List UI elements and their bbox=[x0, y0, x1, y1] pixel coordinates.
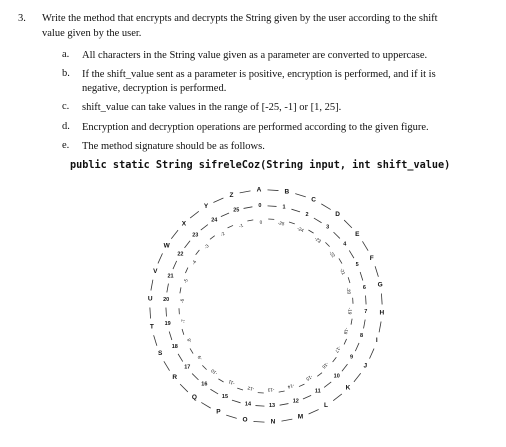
middle-ring-dash bbox=[255, 406, 264, 407]
inner-ring-dash bbox=[308, 230, 313, 233]
wheel-letter: Q bbox=[191, 393, 197, 401]
negative-shift-number: -7 bbox=[180, 318, 187, 324]
middle-ring-dash bbox=[192, 374, 198, 380]
inner-ring-dash bbox=[348, 277, 350, 283]
shift-number: 15 bbox=[221, 394, 229, 401]
middle-ring-dash bbox=[364, 320, 366, 329]
shift-number: 9 bbox=[350, 354, 354, 361]
shift-number: 19 bbox=[164, 321, 171, 328]
middle-ring-dash bbox=[185, 241, 191, 248]
question-text-line-1: Write the method that encrypts and decrypts the String given by the user according to the shift bbox=[42, 13, 438, 24]
item-e-marker: e. bbox=[62, 140, 70, 151]
negative-shift-number: -9 bbox=[196, 354, 204, 361]
shift-number: 13 bbox=[268, 402, 276, 409]
negative-shift-number: -4 bbox=[190, 259, 198, 266]
wheel-letter: H bbox=[379, 309, 385, 317]
inner-ring-dash bbox=[210, 236, 215, 240]
inner-ring-dash bbox=[317, 373, 322, 377]
wheel-letter: N bbox=[270, 418, 276, 426]
shift-number: 4 bbox=[343, 241, 347, 248]
shift-number: 1 bbox=[282, 204, 286, 211]
outer-ring-dash bbox=[190, 211, 199, 218]
inner-ring-dash bbox=[289, 222, 295, 224]
item-a-text: All characters in the String value given as a parameter are converted to uppercase. bbox=[82, 50, 428, 61]
shift-number: 12 bbox=[292, 398, 299, 405]
middle-ring-dash bbox=[244, 207, 253, 209]
outer-ring-dash bbox=[154, 335, 157, 346]
shift-number: 8 bbox=[359, 332, 364, 339]
negative-shift-number: -21 bbox=[338, 267, 347, 276]
item-e-text: The method signature should be as follows. bbox=[82, 141, 265, 152]
inner-ring-dash bbox=[196, 250, 200, 255]
shift-number: 11 bbox=[314, 388, 321, 395]
middle-ring-dash bbox=[291, 209, 300, 212]
inner-ring-dash bbox=[190, 348, 193, 353]
inner-ring-dash bbox=[325, 242, 329, 246]
inner-ring-dash bbox=[339, 258, 342, 263]
shift-number: 21 bbox=[167, 273, 174, 280]
outer-ring-dash bbox=[268, 190, 279, 191]
inner-ring-dash bbox=[247, 220, 253, 221]
shift-number: 2 bbox=[305, 211, 309, 218]
wheel-letter: G bbox=[377, 281, 383, 289]
negative-shift-number: -5 bbox=[182, 278, 189, 284]
inner-ring-dash bbox=[180, 287, 181, 293]
middle-ring-dash bbox=[334, 232, 340, 238]
inner-ring-dash bbox=[237, 388, 243, 390]
negative-shift-number: -18 bbox=[342, 327, 350, 335]
outer-ring-dash bbox=[354, 373, 361, 382]
negative-shift-number: -8 bbox=[186, 337, 193, 344]
question-text-line-2: value given by the user. bbox=[42, 28, 142, 39]
shift-number: 6 bbox=[362, 284, 366, 291]
shift-number: 17 bbox=[184, 364, 191, 371]
inner-ring-dash bbox=[218, 379, 223, 382]
middle-ring-dash bbox=[169, 331, 172, 340]
wheel-letter: B bbox=[284, 188, 290, 196]
middle-ring-dash bbox=[324, 382, 331, 388]
outer-ring-dash bbox=[375, 266, 378, 277]
wheel-letter: L bbox=[324, 401, 329, 409]
middle-ring-dash bbox=[210, 389, 218, 394]
negative-shift-number: -3 bbox=[203, 243, 210, 250]
negative-shift-number: -25 bbox=[277, 220, 285, 227]
shift-number: 20 bbox=[163, 296, 170, 303]
wheel-letter: U bbox=[147, 295, 153, 303]
item-a-marker: a. bbox=[62, 49, 70, 60]
negative-shift-number: -19 bbox=[347, 307, 353, 315]
outer-ring-dash bbox=[333, 394, 342, 401]
wheel-letter: W bbox=[163, 242, 170, 250]
inner-ring-dash bbox=[344, 339, 346, 344]
middle-ring-dash bbox=[268, 206, 277, 207]
negative-shift-number: -11 bbox=[227, 379, 236, 387]
question-number: 3. bbox=[18, 13, 26, 24]
outer-ring-dash bbox=[309, 410, 319, 415]
wheel-letter: J bbox=[363, 362, 368, 370]
negative-shift-number: -2 bbox=[219, 230, 226, 238]
wheel-letter: F bbox=[369, 254, 374, 262]
negative-shift-number: -10 bbox=[210, 368, 219, 377]
middle-ring-dash bbox=[366, 295, 367, 304]
outer-ring-dash bbox=[254, 421, 265, 422]
negative-shift-number: -12 bbox=[247, 385, 255, 392]
negative-shift-number: -23 bbox=[313, 235, 322, 244]
outer-ring-dash bbox=[213, 198, 223, 203]
outer-ring-dash bbox=[282, 419, 293, 421]
negative-shift-number: -24 bbox=[296, 225, 305, 234]
negative-shift-number: -15 bbox=[305, 374, 314, 382]
middle-ring-dash bbox=[166, 308, 167, 317]
middle-ring-dash bbox=[349, 250, 354, 258]
item-b-text-line-2: negative, decryption is performed. bbox=[82, 83, 227, 94]
inner-ring-dash bbox=[351, 319, 352, 325]
item-c-text: shift_value can take values in the range of [-25, -1] or [1, 25]. bbox=[82, 102, 342, 113]
wheel-letter: I bbox=[375, 337, 378, 345]
middle-ring-dash bbox=[342, 364, 348, 371]
shift-number: 23 bbox=[192, 232, 199, 239]
middle-ring-dash bbox=[178, 354, 183, 362]
wheel-letter: S bbox=[158, 350, 163, 358]
outer-ring-dash bbox=[344, 220, 352, 228]
shift-number: 25 bbox=[233, 207, 240, 214]
outer-ring-dash bbox=[150, 308, 151, 319]
outer-ring-dash bbox=[226, 415, 237, 418]
inner-ring-dash bbox=[185, 268, 187, 273]
middle-ring-dash bbox=[167, 284, 169, 293]
outer-ring-dash bbox=[295, 194, 306, 197]
wheel-letter: R bbox=[172, 374, 178, 382]
middle-ring-dash bbox=[314, 218, 322, 223]
negative-shift-number: -22 bbox=[328, 250, 337, 259]
shift-number: 10 bbox=[333, 373, 340, 380]
shift-number: 14 bbox=[244, 401, 252, 408]
middle-ring-dash bbox=[303, 395, 311, 399]
outer-ring-dash bbox=[164, 361, 170, 370]
outer-ring-dash bbox=[381, 294, 382, 305]
outer-ring-dash bbox=[321, 204, 330, 210]
inner-ring-dash bbox=[202, 365, 206, 369]
wheel-letter: V bbox=[153, 267, 158, 275]
wheel-letter: D bbox=[335, 211, 340, 219]
inner-ring-dash bbox=[333, 357, 337, 362]
outer-ring-dash bbox=[362, 241, 368, 250]
item-c-marker: c. bbox=[62, 101, 70, 112]
shift-number: 18 bbox=[171, 344, 178, 351]
middle-ring-dash bbox=[221, 213, 229, 217]
outer-ring-dash bbox=[240, 191, 251, 193]
shift-number: 3 bbox=[326, 224, 330, 231]
shift-number: 24 bbox=[211, 217, 218, 224]
middle-ring-dash bbox=[201, 225, 208, 231]
item-d-text: Encryption and decryption operations are performed according to the given figure. bbox=[82, 122, 429, 133]
middle-ring-dash bbox=[360, 272, 363, 281]
wheel-letter: Z bbox=[229, 191, 234, 199]
negative-shift-number: -17 bbox=[334, 345, 342, 354]
negative-shift-number: 0 bbox=[259, 219, 263, 225]
item-b-text-line-1: If the shift_value sent as a parameter is positive, encryption is performed, and if it is bbox=[82, 69, 436, 80]
inner-ring-dash bbox=[182, 329, 184, 335]
negative-shift-number: -6 bbox=[179, 298, 185, 304]
shift-number: 22 bbox=[177, 251, 184, 258]
wheel-letter: X bbox=[181, 220, 187, 228]
negative-shift-number: -14 bbox=[287, 382, 295, 390]
wheel-letter: P bbox=[216, 408, 221, 416]
middle-ring-dash bbox=[173, 261, 177, 269]
method-signature: public static String sifreleCoz(String input, int shift_value) bbox=[70, 160, 451, 171]
shift-number: 0 bbox=[258, 203, 262, 210]
outer-ring-dash bbox=[370, 349, 375, 359]
wheel-letter: E bbox=[355, 230, 360, 238]
wheel-letter: O bbox=[242, 416, 248, 424]
outer-ring-dash bbox=[171, 230, 178, 239]
outer-ring-dash bbox=[151, 280, 153, 291]
outer-ring-dash bbox=[201, 402, 210, 408]
outer-ring-dash bbox=[158, 253, 163, 263]
outer-ring-dash bbox=[180, 384, 188, 392]
item-d-marker: d. bbox=[62, 121, 70, 132]
negative-shift-number: -20 bbox=[345, 287, 352, 295]
wheel-letter: Y bbox=[203, 203, 209, 211]
wheel-letter: C bbox=[311, 196, 316, 204]
inner-ring-dash bbox=[299, 384, 304, 386]
negative-shift-number: -1 bbox=[238, 222, 244, 229]
negative-shift-number: -13 bbox=[267, 387, 275, 393]
shift-number: 5 bbox=[355, 261, 359, 268]
inner-ring-dash bbox=[279, 391, 285, 392]
shift-number: 16 bbox=[201, 381, 208, 388]
wheel-letter: K bbox=[345, 384, 351, 392]
middle-ring-dash bbox=[280, 404, 289, 406]
middle-ring-dash bbox=[355, 343, 359, 351]
item-b-marker: b. bbox=[62, 68, 70, 79]
negative-shift-number: -16 bbox=[321, 361, 330, 370]
middle-ring-dash bbox=[232, 400, 241, 403]
shift-number: 7 bbox=[364, 309, 368, 316]
inner-ring-dash bbox=[228, 225, 233, 227]
wheel-letter: M bbox=[297, 413, 304, 421]
wheel-letter: T bbox=[149, 323, 154, 331]
outer-ring-dash bbox=[379, 322, 381, 333]
wheel-letter: A bbox=[256, 186, 262, 194]
